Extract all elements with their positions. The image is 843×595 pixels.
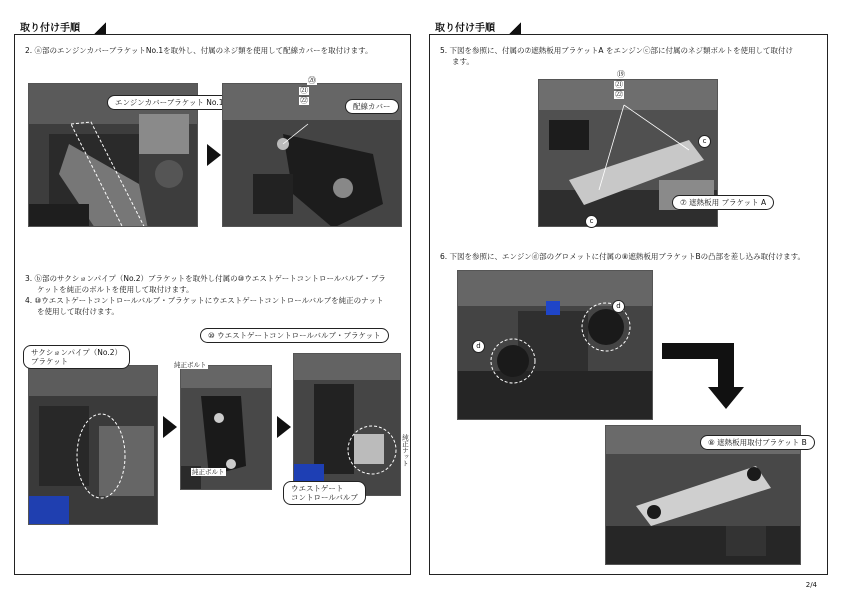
bracket-a-callout: ⑦ 遮熱板用 ブラケット A: [672, 195, 774, 210]
step-6-text: 6. 下図を参照に、エンジンⓓ部のグロメットに付属の⑧遮熱板用ブラケットBの凸部を差し込み取付けます。: [440, 252, 806, 261]
grommet-image: [458, 271, 653, 420]
d-mark-left: d: [472, 340, 485, 353]
c-mark-lower: c: [585, 215, 598, 228]
oem-bolt-top-label: 純正ボルト: [174, 361, 207, 369]
wastegate-valve-photo: [293, 353, 401, 496]
step6-arrow-head: [708, 387, 744, 409]
wastegate-valve-label-1: ウエストゲート: [291, 484, 344, 493]
bracket-b-callout: ⑧ 遮熱板用取付ブラケット B: [700, 435, 815, 450]
step-5-text-line2: ます。: [452, 57, 474, 66]
part-21-label: ㉑: [300, 86, 308, 95]
c-mark-upper: c: [698, 135, 711, 148]
part-20-label: ⑳: [308, 76, 316, 85]
engine-cover-bracket-callout: エンジンカバーブラケット No.1: [107, 95, 231, 110]
right-section-title: 取り付け手順: [429, 22, 513, 35]
step-4-text-line1: 4. ⑩ウエストゲートコントロールバルブ・ブラケットにウエストゲートコントロールバルブを純正のナット: [25, 296, 384, 305]
part-21-label: ㉑: [615, 80, 623, 89]
right-panel: [429, 34, 828, 575]
wastegate-valve-callout: [283, 481, 366, 505]
suction-pipe-bracket-photo: [28, 365, 158, 525]
step-2-text: 2. ⓐ部のエンジンカバーブラケットNo.1を取外し、付属のネジ類を使用して配線カバーを取付けます。: [25, 46, 373, 55]
step-3-text-line1: 3. ⓑ部のサクションパイプ（No.2）ブラケットを取外し付属の⑩ウエストゲートコントロールバルブ・ブラ: [25, 274, 386, 283]
wastegate-valve-image: [294, 354, 401, 496]
suction-pipe-image: [29, 366, 158, 525]
grommet-photo: [457, 270, 653, 420]
wastegate-valve-label-2: コントロールバルブ: [291, 493, 358, 502]
step2-arrow: [207, 144, 221, 166]
d-mark-right: d: [612, 300, 625, 313]
part-22-label: ㉒: [300, 96, 308, 105]
wastegate-bracket-callout: ⑩ ウエストゲートコントロールバルブ・ブラケット: [200, 328, 389, 343]
wiring-cover-callout: 配線カバー: [345, 99, 399, 114]
part-19-label: ⑲: [617, 70, 625, 79]
step-3-text-line2: ケットを純正のボルトを使用して取付けます。: [37, 285, 194, 294]
part-22-label: ㉒: [615, 90, 623, 99]
oem-nut-label: 純正ナット: [401, 434, 409, 467]
left-section-title: 取り付け手順: [14, 22, 98, 35]
oem-bolt-bottom-label: 純正ボルト: [192, 468, 225, 476]
suction-pipe-label-1: サクションパイプ（No.2）: [31, 348, 123, 357]
step3-arrow-1: [163, 416, 177, 438]
step3-arrow-2: [277, 416, 291, 438]
left-panel: [14, 34, 411, 575]
suction-pipe-callout: [23, 345, 130, 369]
step-5-text-line1: 5. 下図を参照に、付属の⑦遮熱板用ブラケットA をエンジンⓒ部に付属のネジ類ボルトを使用して取付け: [440, 46, 794, 55]
page-number: 2/4: [805, 581, 817, 589]
suction-pipe-label-2: ブラケット: [31, 357, 69, 366]
step-4-text-line2: を使用して取付けます。: [37, 307, 119, 316]
step6-arrow-vertical: [718, 343, 734, 389]
